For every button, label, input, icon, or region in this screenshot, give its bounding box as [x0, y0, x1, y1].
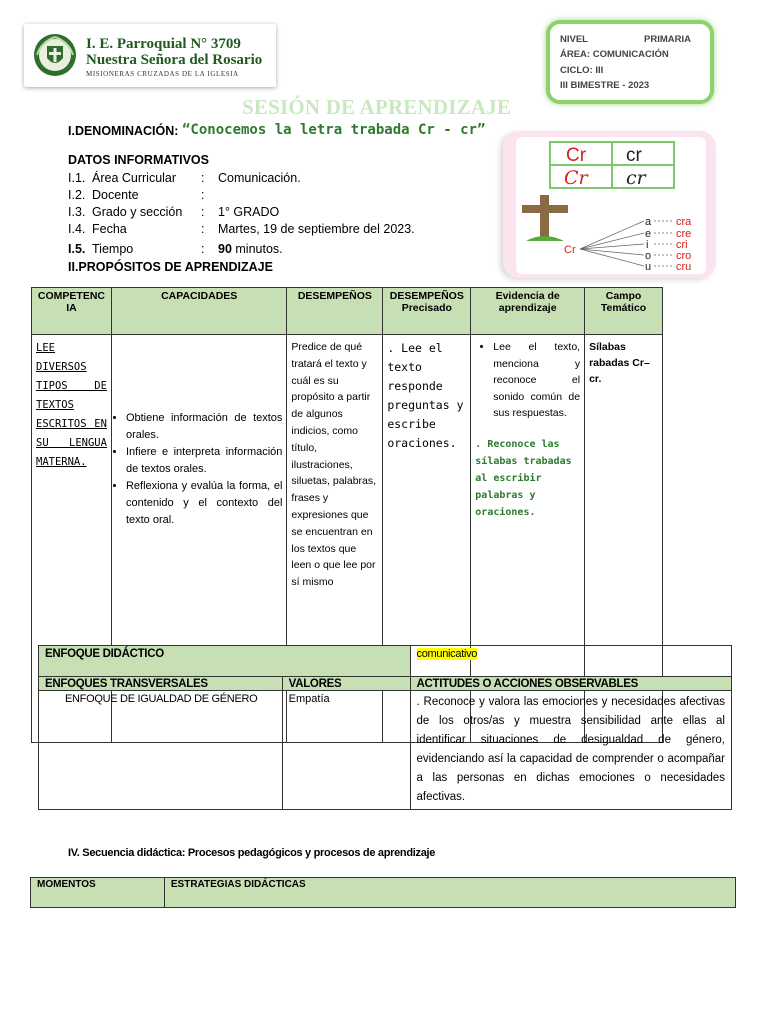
- syllable: cri: [676, 239, 688, 251]
- enfoque-didactico-label: ENFOQUE DIDÁCTICO: [39, 646, 411, 677]
- school-name-line1: I. E. Parroquial N° 3709: [86, 36, 241, 52]
- cross-icon: [522, 195, 568, 241]
- info-value: [218, 242, 283, 256]
- table-header-row: [32, 288, 663, 335]
- school-name-line2: Nuestra Señora del Rosario: [86, 52, 263, 68]
- session-title: SESIÓN DE APRENDIZAJE: [242, 95, 512, 119]
- school-motto: MISIONERAS CRUZADAS DE LA IGLESIA: [86, 70, 239, 78]
- denominacion-value: “Conocemos la letra trabada Cr - cr”: [182, 122, 486, 138]
- info-colon: :: [201, 242, 205, 256]
- info-num: I.3.: [68, 205, 86, 219]
- datos-informativos-title: DATOS INFORMATIVOS: [68, 153, 209, 167]
- enfoque-didactico-row: [39, 646, 732, 677]
- cell-upper-script: Cr: [564, 167, 588, 189]
- header-desempenos: DESEMPEÑOS: [287, 288, 383, 335]
- info-value: Martes, 19 de septiembre del 2023.: [218, 222, 415, 236]
- cell-lower-print: cr: [626, 145, 642, 166]
- level-label: NIVEL: [560, 34, 588, 45]
- header-campo-tematico: Campo Temático: [585, 288, 663, 335]
- vowel: a: [645, 216, 652, 228]
- school-logo-banner: [24, 24, 276, 87]
- capacidad-item: • Obtiene información de textos orales.: [126, 410, 282, 444]
- info-row-fecha: [68, 222, 415, 236]
- info-value: Comunicación.: [218, 171, 301, 185]
- info-row-docente: [68, 188, 205, 202]
- area-label: ÁREA: COMUNICACIÓN: [560, 49, 669, 60]
- momentos-label: MOMENTOS: [31, 878, 165, 908]
- info-colon: :: [201, 205, 205, 219]
- actitud-value: . Reconoce y valora las emociones y necesidades afectivas de los otros/as y muestra sensibilidad ante ellas al identificar situaciones de desigualdad de género, evidenciando así la capacidad de comprender o acompañar a las personas en dichas emociones o necesidades afectivas.: [410, 691, 731, 810]
- info-num: I.1.: [68, 171, 86, 185]
- info-label: Tiempo: [92, 242, 134, 256]
- syllable: cru: [676, 261, 692, 273]
- enfoques-table: [38, 645, 732, 810]
- school-crest-icon: [32, 32, 78, 78]
- tiempo-unit: minutos.: [231, 242, 283, 256]
- denominacion-label: I.DENOMINACIÓN:: [68, 124, 179, 138]
- capacidad-item: • Infiere e interpreta información de textos orales.: [126, 444, 282, 478]
- root-syllable: Cr: [564, 244, 576, 256]
- info-row-grado: [68, 205, 280, 219]
- enfoques-transversales-label: ENFOQUES TRANSVERSALES: [39, 677, 283, 691]
- evidencia-extra: . Reconoce las sílabas trabadas al escribir palabras y oraciones.: [475, 438, 572, 518]
- syllable: cra: [676, 216, 692, 228]
- info-colon: :: [201, 222, 205, 236]
- vowel: e: [645, 228, 652, 240]
- table-row: [39, 691, 732, 810]
- enfoque-didactico-value: comunicativo: [416, 648, 478, 660]
- desempenos-cell: Predice de qué tratará el texto y cuál es su propósito a partir de algunos indicios, como título, ilustraciones, siluetas, palabras, frases y expresiones que se encuentran en los textos que leen o que lee por sí mismo: [287, 335, 383, 743]
- actitudes-label: ACTITUDES O ACCIONES OBSERVABLES: [410, 677, 731, 691]
- ciclo-label: CICLO: III: [560, 65, 604, 76]
- info-num: I.4.: [68, 222, 86, 236]
- header-competencia: COMPETENC IA: [32, 288, 112, 335]
- header-capacidades: CAPACIDADES: [111, 288, 286, 335]
- header-evidencia: Evidencia de aprendizaje: [471, 288, 585, 335]
- vowel: o: [645, 250, 652, 262]
- info-value: 1° GRADO: [218, 205, 280, 219]
- evidencia-item: • Lee el texto, menciona y reconoce el sonido común de sus respuestas.: [493, 339, 580, 422]
- vowel: u: [645, 261, 652, 273]
- propositos-title: II.PROPÓSITOS DE APRENDIZAJE: [68, 260, 273, 274]
- valor-value: Empatía: [282, 691, 410, 810]
- cell-upper-print: Cr: [566, 145, 587, 166]
- info-label: Grado y sección: [92, 205, 183, 219]
- valores-label: VALORES: [282, 677, 410, 691]
- info-row-area: [68, 171, 301, 185]
- secuencia-title: IV. Secuencia didáctica: Procesos pedagógicos y procesos de aprendizaje: [68, 847, 436, 859]
- level-value: PRIMARIA: [644, 34, 691, 45]
- info-label: Fecha: [92, 222, 127, 236]
- info-num: I.2.: [68, 188, 86, 202]
- campo-tematico-cell: Sílabas rabadas Cr– cr.: [585, 335, 663, 743]
- info-num: I.5.: [68, 242, 86, 256]
- tiempo-number: 90: [218, 242, 232, 256]
- cell-lower-script: cr: [626, 167, 646, 189]
- syllable: cro: [676, 250, 692, 262]
- info-colon: :: [201, 171, 205, 185]
- syllable: cre: [676, 228, 692, 240]
- enfoques-header-row: [39, 677, 732, 691]
- info-colon: :: [201, 188, 205, 202]
- level-info-box: [546, 20, 714, 104]
- competencia-cell: LEE DIVERSOS TIPOS DE TEXTOS ESCRITOS EN SU LENGUA MATERNA.: [32, 335, 112, 743]
- info-label: Docente: [92, 188, 139, 202]
- info-label: Área Curricular: [92, 171, 177, 185]
- syllable-illustration: [516, 137, 706, 274]
- momentos-table: [30, 877, 736, 908]
- enfoque-transversal-value: ENFOQUE DE IGUALDAD DE GÉNERO: [39, 691, 283, 810]
- desempenos-precisado-cell: . Lee el texto responde preguntas y escribe oraciones.: [383, 335, 471, 743]
- table-header-row: [31, 878, 736, 908]
- info-row-tiempo: [68, 242, 283, 256]
- estrategias-label: ESTRATEGIAS DIDÁCTICAS: [164, 878, 735, 908]
- enfoque-didactico-cell: [410, 646, 731, 677]
- bimestre-label: III BIMESTRE - 2023: [560, 80, 650, 91]
- syllable-diagram: [516, 137, 706, 274]
- header-desempenos-precisado: DESEMPEÑOS Precisado: [383, 288, 471, 335]
- vowel: i: [646, 239, 649, 251]
- capacidad-item: • Reflexiona y evalúa la forma, el contenido y el contexto del texto oral.: [126, 478, 282, 529]
